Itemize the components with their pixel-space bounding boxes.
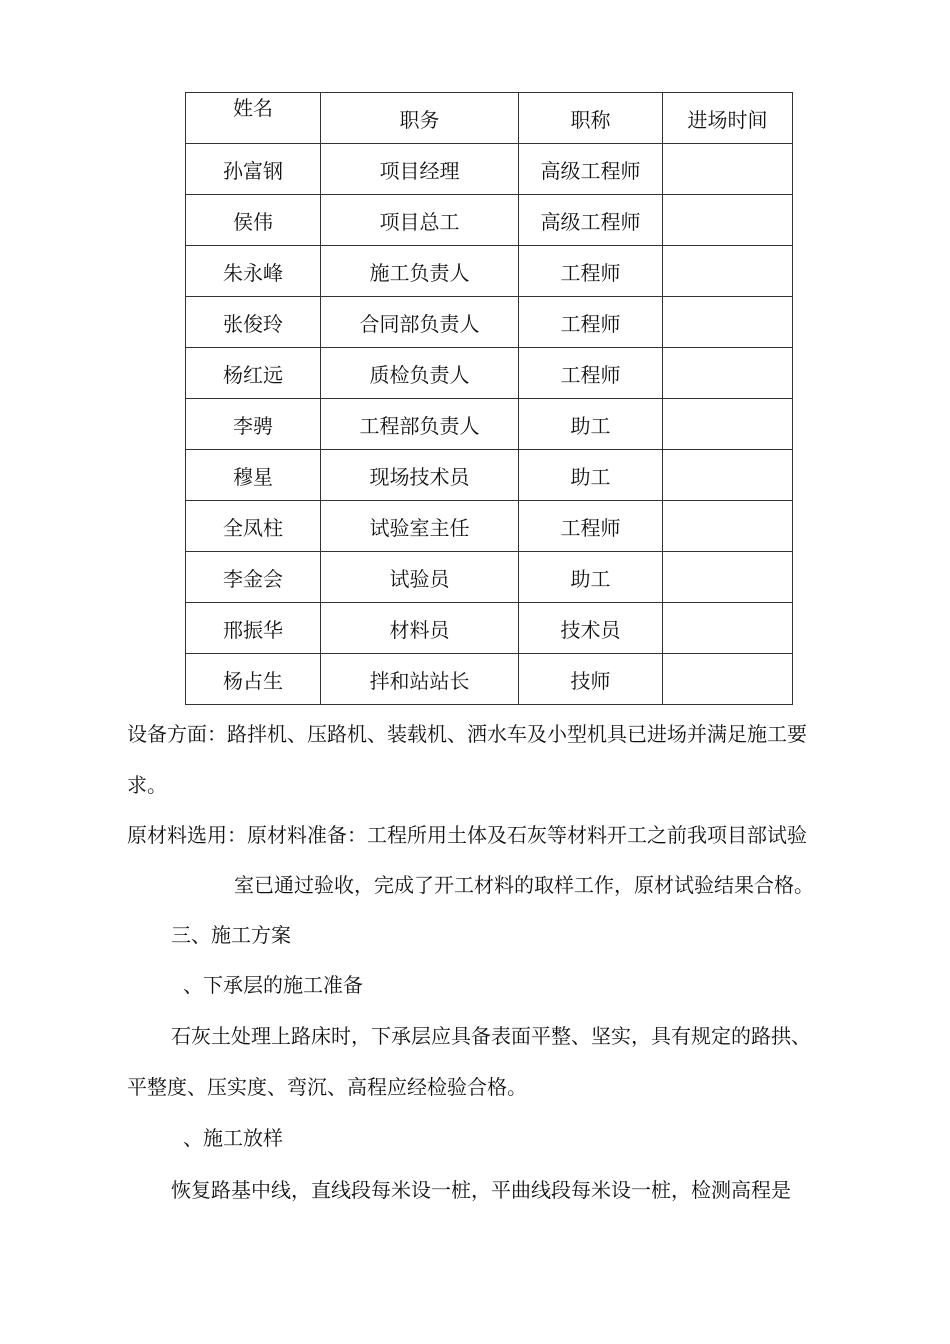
cell-position: 质检负责人: [321, 348, 519, 399]
cell-name: 李金会: [186, 552, 321, 603]
cell-name: 杨红远: [186, 348, 321, 399]
header-position: 职务: [321, 93, 519, 144]
cell-position: 施工负责人: [321, 246, 519, 297]
cell-title: 工程师: [519, 348, 663, 399]
cell-position: 试验员: [321, 552, 519, 603]
cell-name: 全凤柱: [186, 501, 321, 552]
cell-entry-time: [663, 552, 793, 603]
cell-position: 材料员: [321, 603, 519, 654]
cell-title: 技术员: [519, 603, 663, 654]
cell-position: 试验室主任: [321, 501, 519, 552]
cell-name: 朱永峰: [186, 246, 321, 297]
cell-name: 孙富钢: [186, 144, 321, 195]
cell-entry-time: [663, 603, 793, 654]
cell-title: 工程师: [519, 246, 663, 297]
table-row: [186, 348, 793, 399]
staff-table: [185, 92, 793, 705]
cell-position: 现场技术员: [321, 450, 519, 501]
cell-position: 项目经理: [321, 144, 519, 195]
material-paragraph-line-1: 原材料选用：原材料准备：工程所用土体及石灰等材料开工之前我项目部试验: [127, 823, 807, 847]
table-row: [186, 144, 793, 195]
cell-entry-time: [663, 195, 793, 246]
header-title: 职称: [519, 93, 663, 144]
subsection-1-paragraph-line-1: 石灰土处理上路床时，下承层应具备表面平整、坚实，具有规定的路拱、: [171, 1024, 811, 1048]
cell-entry-time: [663, 399, 793, 450]
table-row: [186, 654, 793, 705]
cell-name: 穆星: [186, 450, 321, 501]
equipment-paragraph-line-2: 求。: [127, 773, 167, 797]
table-row: [186, 399, 793, 450]
subsection-1-paragraph-line-2: 平整度、压实度、弯沉、高程应经检验合格。: [127, 1075, 527, 1099]
cell-entry-time: [663, 348, 793, 399]
cell-title: 高级工程师: [519, 195, 663, 246]
cell-name: 张俊玲: [186, 297, 321, 348]
material-paragraph-line-2: 室已通过验收，完成了开工材料的取样工作，原材试验结果合格。: [234, 873, 814, 897]
cell-position: 合同部负责人: [321, 297, 519, 348]
table-row: [186, 552, 793, 603]
subsection-2-paragraph-line-1: 恢复路基中线，直线段每米设一桩，平曲线段每米设一桩，检测高程是: [171, 1178, 791, 1202]
cell-entry-time: [663, 501, 793, 552]
cell-title: 工程师: [519, 297, 663, 348]
table-row: [186, 297, 793, 348]
table-row: [186, 246, 793, 297]
cell-entry-time: [663, 144, 793, 195]
header-entry-time: 进场时间: [663, 93, 793, 144]
cell-position: 工程部负责人: [321, 399, 519, 450]
cell-name: 侯伟: [186, 195, 321, 246]
cell-title: 高级工程师: [519, 144, 663, 195]
cell-name: 邢振华: [186, 603, 321, 654]
table-row: [186, 450, 793, 501]
cell-name: 杨占生: [186, 654, 321, 705]
cell-entry-time: [663, 654, 793, 705]
cell-position: 项目总工: [321, 195, 519, 246]
cell-position: 拌和站站长: [321, 654, 519, 705]
cell-title: 助工: [519, 399, 663, 450]
subsection-2-title: 、施工放样: [183, 1126, 283, 1150]
subsection-1-title: 、下承层的施工准备: [183, 973, 363, 997]
cell-title: 助工: [519, 450, 663, 501]
equipment-paragraph-line-1: 设备方面：路拌机、压路机、装载机、洒水车及小型机具已进场并满足施工要: [127, 722, 807, 746]
header-name: 姓名: [186, 93, 321, 144]
table-row: [186, 501, 793, 552]
section-3-title: 三、施工方案: [171, 923, 291, 947]
table-row: [186, 603, 793, 654]
cell-entry-time: [663, 450, 793, 501]
cell-title: 助工: [519, 552, 663, 603]
cell-title: 技师: [519, 654, 663, 705]
cell-entry-time: [663, 297, 793, 348]
table-header-row: [186, 93, 793, 144]
cell-entry-time: [663, 246, 793, 297]
cell-title: 工程师: [519, 501, 663, 552]
cell-name: 李骋: [186, 399, 321, 450]
table-row: [186, 195, 793, 246]
